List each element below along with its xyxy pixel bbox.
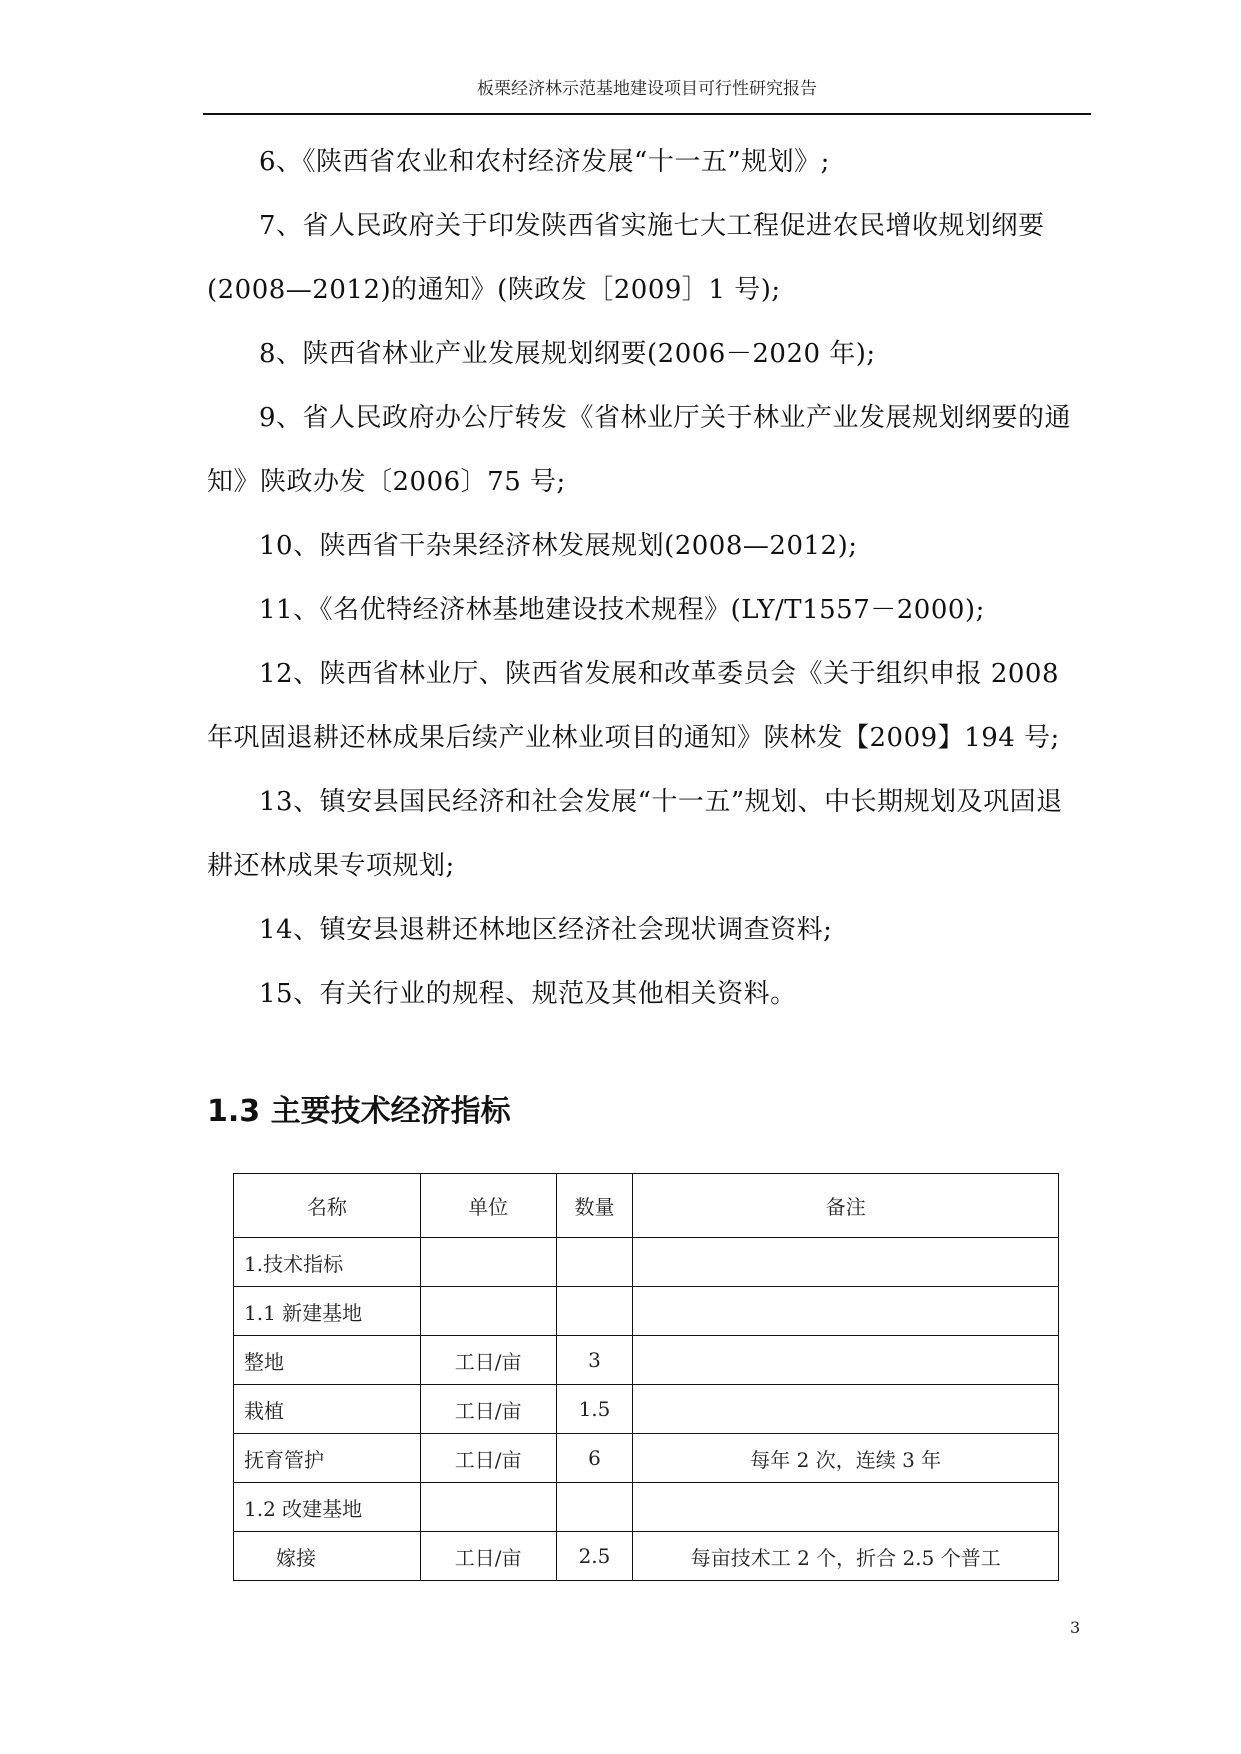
reference-item-8: 8、陕西省林业产业发展规划纲要(2006－2020 年); [259, 339, 876, 369]
table-row [234, 1532, 1059, 1581]
table-cell-unit [420, 1483, 556, 1532]
column-header-quantity: 数量 [556, 1174, 633, 1238]
table-cell-remarks [633, 1238, 1059, 1287]
indicators-table [233, 1173, 1059, 1581]
table-cell-name: 1.2 改建基地 [234, 1483, 421, 1532]
table-cell-unit: 工日/亩 [420, 1385, 556, 1434]
table-cell-name: 整地 [234, 1336, 421, 1385]
table-cell-unit: 工日/亩 [420, 1336, 556, 1385]
header-rule [203, 113, 1091, 115]
table-cell-quantity: 1.5 [556, 1385, 633, 1434]
reference-item-7: 7、省人民政府关于印发陕西省实施七大工程促进农民增收规划纲要(2008—2012)的通知》(陕政发［2009］1 号); [207, 211, 1045, 305]
table-cell-quantity: 6 [556, 1434, 633, 1483]
table-cell-quantity: 2.5 [556, 1532, 633, 1581]
table-row [234, 1287, 1059, 1336]
table-cell-unit [420, 1287, 556, 1336]
table-row [234, 1434, 1059, 1483]
table-cell-remarks [633, 1483, 1059, 1532]
table-row [234, 1483, 1059, 1532]
table-row [234, 1385, 1059, 1434]
table-cell-unit: 工日/亩 [420, 1532, 556, 1581]
table-cell-quantity [556, 1483, 633, 1532]
reference-item-10: 10、陕西省干杂果经济林发展规划(2008—2012); [259, 531, 858, 561]
reference-item-14: 14、镇安县退耕还林地区经济社会现状调查资料; [259, 915, 833, 945]
table-cell-name: 1.1 新建基地 [234, 1287, 421, 1336]
column-header-unit: 单位 [420, 1174, 556, 1238]
table-cell-name: 嫁接 [234, 1532, 421, 1581]
reference-item-12: 12、陕西省林业厅、陕西省发展和改革委员会《关于组织申报 2008 年巩固退耕还林成果后续产业林业项目的通知》陕林发【2009】194 号; [207, 659, 1060, 753]
table-cell-remarks [633, 1287, 1059, 1336]
table-cell-name: 1.技术指标 [234, 1238, 421, 1287]
reference-item-6: 6、《陕西省农业和农村经济发展“十一五”规划》; [259, 147, 830, 177]
column-header-name: 名称 [234, 1174, 421, 1238]
table-header-row [234, 1174, 1059, 1238]
table-cell-remarks [633, 1336, 1059, 1385]
running-header: 板栗经济林示范基地建设项目可行性研究报告 [477, 79, 817, 99]
reference-item-15: 15、有关行业的规程、规范及其他相关资料。 [259, 979, 797, 1009]
table-row [234, 1238, 1059, 1287]
table-cell-unit: 工日/亩 [420, 1434, 556, 1483]
table-cell-name: 栽植 [234, 1385, 421, 1434]
reference-item-9: 9、省人民政府办公厅转发《省林业厅关于林业产业发展规划纲要的通知》陕政办发〔2006〕75 号; [207, 403, 1072, 497]
table-cell-quantity [556, 1238, 633, 1287]
page-number: 3 [1070, 1618, 1081, 1637]
table-cell-remarks: 每亩技术工 2 个，折合 2.5 个普工 [633, 1532, 1059, 1581]
table-cell-unit [420, 1238, 556, 1287]
table-cell-remarks [633, 1385, 1059, 1434]
reference-item-13: 13、镇安县国民经济和社会发展“十一五”规划、中长期规划及巩固退耕还林成果专项规划; [207, 787, 1063, 881]
section-heading: 1.3 主要技术经济指标 [207, 1094, 511, 1129]
table-cell-quantity [556, 1287, 633, 1336]
table-cell-remarks: 每年 2 次，连续 3 年 [633, 1434, 1059, 1483]
reference-item-11: 11、《名优特经济林基地建设技术规程》(LY/T1557－2000); [259, 595, 985, 625]
table-cell-name: 抚育管护 [234, 1434, 421, 1483]
table-row [234, 1336, 1059, 1385]
table-cell-quantity: 3 [556, 1336, 633, 1385]
column-header-remarks: 备注 [633, 1174, 1059, 1238]
